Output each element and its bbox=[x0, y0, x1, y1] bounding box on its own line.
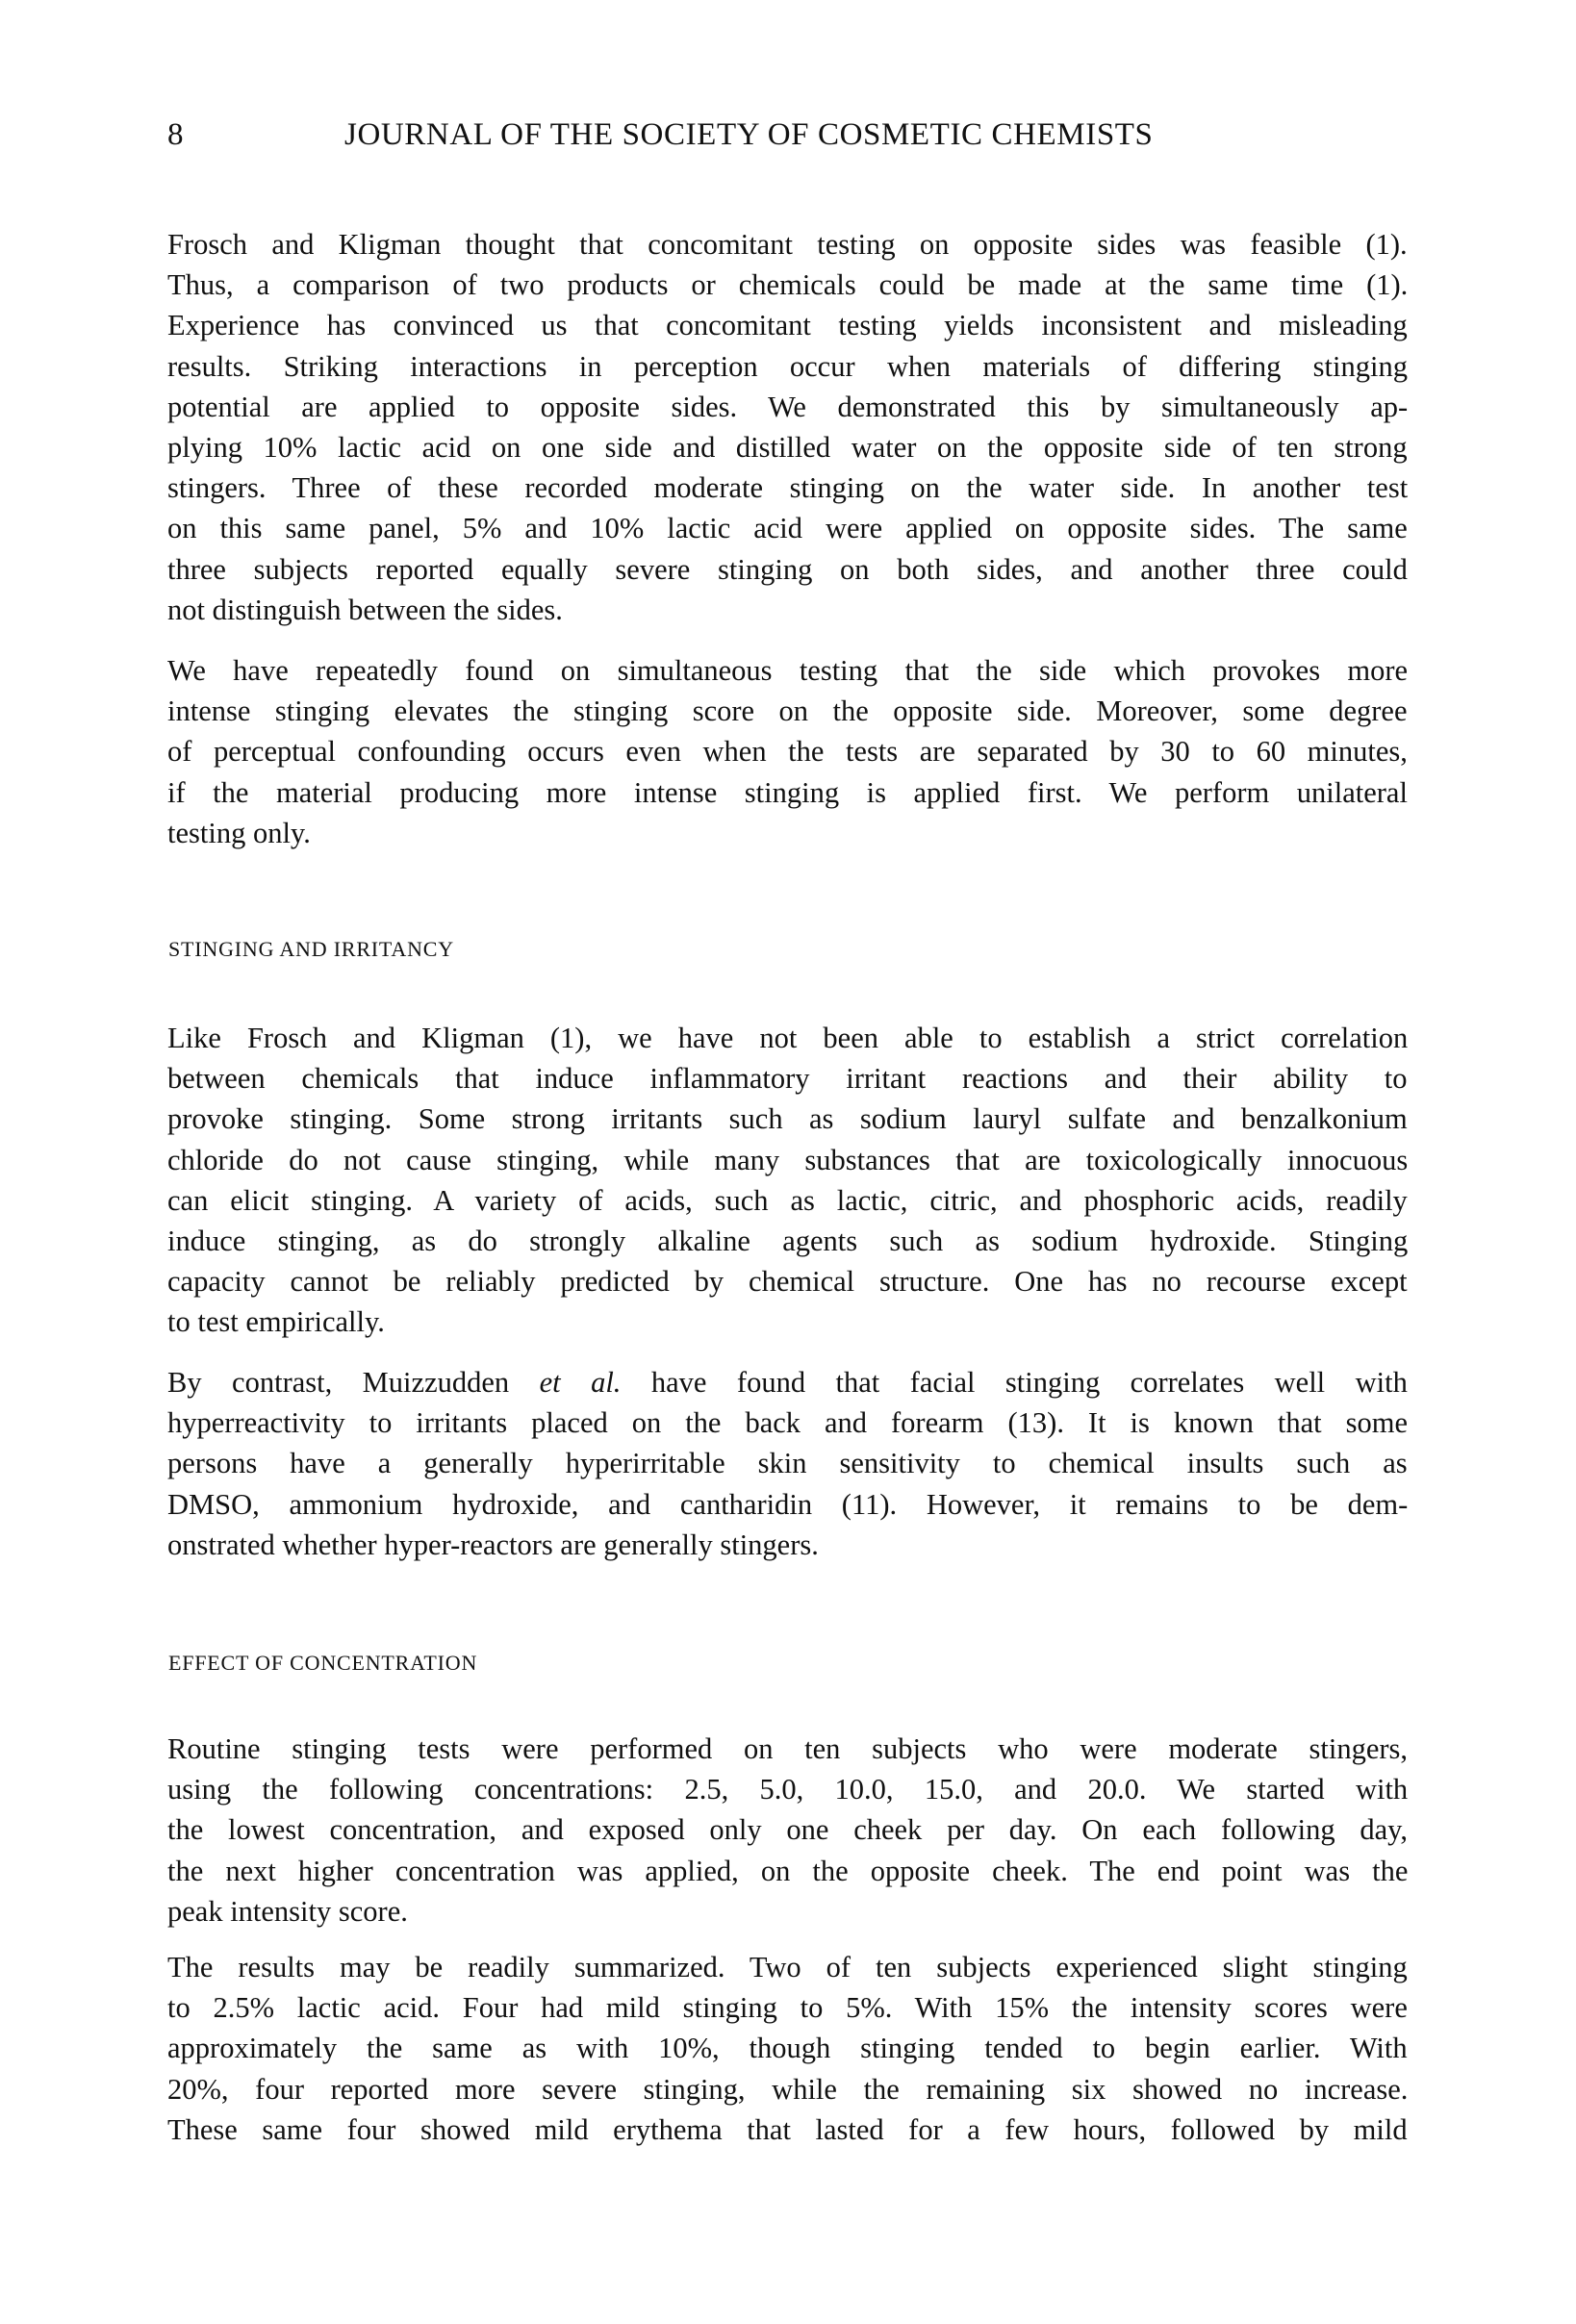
text-line: 20%, four reported more severe stinging, while the remaining six showed no increase. bbox=[167, 2072, 1409, 2106]
text-line: These same four showed mild erythema that lasted for a few hours, followed by mild bbox=[167, 2112, 1408, 2146]
text-line: persons have a generally hyperirritable skin sensitivity to chemical insults such as bbox=[167, 1447, 1408, 1480]
paragraph-concomitant-testing bbox=[167, 224, 1408, 630]
text-line: using the following concentrations: 2.5, 5.0, 10.0, 15.0, and 20.0. We started with bbox=[167, 1773, 1409, 1806]
paragraph-hyperreactivity bbox=[167, 1362, 1408, 1565]
text-line: onstrated whether hyper-reactors are generally stingers. bbox=[167, 1528, 819, 1561]
text-line: Experience has convinced us that concomitant testing yields inconsistent and misleading bbox=[167, 309, 1408, 342]
text-line: potential are applied to opposite sides. We demonstrated this by simultaneously ap- bbox=[167, 390, 1409, 423]
text-line: Routine stinging tests were performed on ten subjects who were moderate stingers, bbox=[167, 1732, 1409, 1765]
page-number: 8 bbox=[167, 117, 185, 152]
text-line: to test empirically. bbox=[167, 1305, 385, 1339]
text-line: approximately the same as with 10%, though stinging tended to begin earlier. With bbox=[167, 2032, 1408, 2065]
text-line: results. Striking interactions in perception occur when materials of differing stinging bbox=[167, 349, 1408, 383]
text-line: provoke stinging. Some strong irritants such as sodium lauryl sulfate and benzalkonium bbox=[167, 1102, 1408, 1136]
text-fragment: By contrast, Muizzudden bbox=[167, 1366, 540, 1399]
text-line: testing only. bbox=[167, 816, 311, 849]
text-line: The results may be readily summarized. Two of ten subjects experienced slight stinging bbox=[167, 1951, 1408, 1983]
text-line: chloride do not cause stinging, while many substances that are toxicologically innocuous bbox=[167, 1143, 1409, 1176]
text-line: Thus, a comparison of two products or chemicals could be made at the same time (1). bbox=[167, 268, 1409, 302]
text-line: Frosch and Kligman thought that concomitant testing on opposite sides was feasible (1). bbox=[167, 228, 1408, 261]
paragraph-simultaneous-testing bbox=[167, 650, 1408, 853]
paragraph-routine-tests bbox=[167, 1729, 1408, 1932]
section-heading-stinging-irritancy: STINGING AND IRRITANCY bbox=[168, 937, 454, 961]
section-heading-effect-of-concentration: EFFECT OF CONCENTRATION bbox=[168, 1651, 478, 1675]
text-line: stingers. Three of these recorded moderate stinging on the water side. In another test bbox=[167, 471, 1409, 505]
text-line: the lowest concentration, and exposed only one cheek per day. On each following day, bbox=[167, 1813, 1409, 1847]
text-line: on this same panel, 5% and 10% lactic acid were applied on opposite sides. The same bbox=[167, 512, 1408, 545]
running-head bbox=[167, 114, 1235, 156]
text-line: not distinguish between the sides. bbox=[167, 593, 563, 626]
text-line: plying 10% lactic acid on one side and distilled water on the opposite side of ten strong bbox=[167, 430, 1408, 464]
text-line: intense stinging elevates the stinging score on the opposite side. Moreover, some degree bbox=[167, 695, 1408, 728]
text-line: Like Frosch and Kligman (1), we have not been able to establish a strict correlation bbox=[167, 1022, 1409, 1054]
text-line: between chemicals that induce inflammatory irritant reactions and their ability to bbox=[167, 1062, 1408, 1096]
paragraph-results-summary bbox=[167, 1947, 1408, 2150]
text-line: We have repeatedly found on simultaneous testing that the side which provokes more bbox=[167, 654, 1409, 687]
text-line: induce stinging, as do strongly alkaline agents such as sodium hydroxide. Stinging bbox=[167, 1224, 1409, 1257]
text-line: the next higher concentration was applied, on the opposite cheek. The end point was the bbox=[167, 1854, 1409, 1887]
text-line: of perceptual confounding occurs even when the tests are separated by 30 to 60 minutes, bbox=[167, 735, 1408, 769]
text-line: can elicit stinging. A variety of acids, such as lactic, citric, and phosphoric acids, readily bbox=[167, 1183, 1408, 1217]
journal-title: JOURNAL OF THE SOCIETY OF COSMETIC CHEMISTS bbox=[344, 117, 1154, 152]
text-fragment: have found that facial stinging correlates well with bbox=[621, 1366, 1408, 1399]
italic-et-al: et al. bbox=[539, 1366, 622, 1399]
text-line: peak intensity score. bbox=[167, 1894, 408, 1928]
text-line bbox=[167, 1362, 1408, 1402]
text-line: if the material producing more intense stinging is applied first. We perform unilateral bbox=[167, 775, 1408, 809]
text-line: three subjects reported equally severe stinging on both sides, and another three could bbox=[167, 552, 1408, 586]
text-line: hyperreactivity to irritants placed on the back and forearm (13). It is known that some bbox=[167, 1406, 1408, 1440]
text-line: to 2.5% lactic acid. Four had mild stinging to 5%. With 15% the intensity scores were bbox=[167, 1991, 1408, 2025]
text-line: capacity cannot be reliably predicted by chemical structure. One has no recourse except bbox=[167, 1265, 1408, 1299]
paragraph-irritancy-correlation bbox=[167, 1018, 1408, 1343]
text-line: DMSO, ammonium hydroxide, and cantharidin (11). However, it remains to be dem- bbox=[167, 1487, 1409, 1521]
